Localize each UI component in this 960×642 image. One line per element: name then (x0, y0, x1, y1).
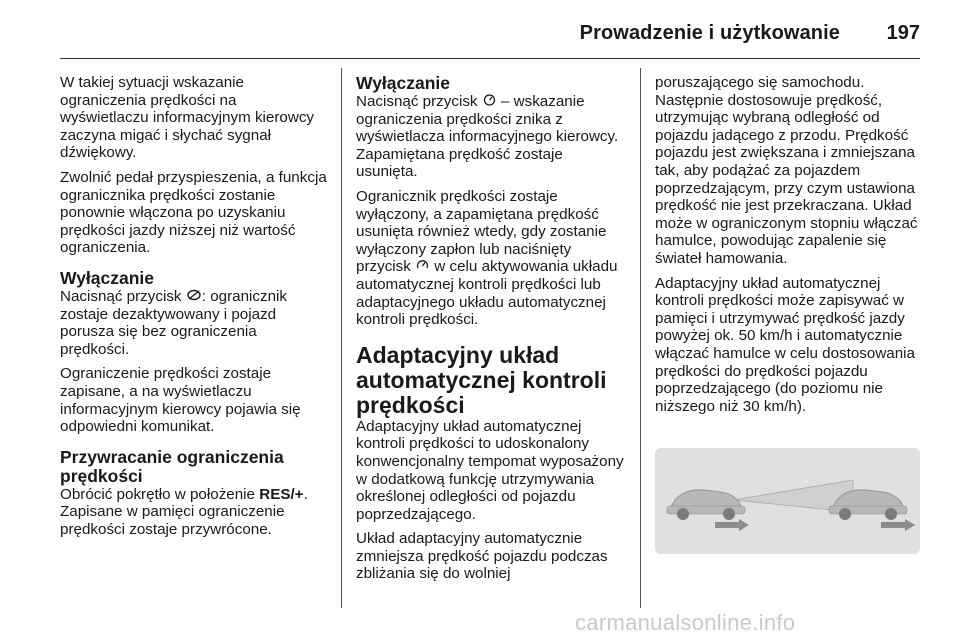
speedometer-icon (482, 93, 497, 111)
res-plus-label: RES/+ (259, 485, 304, 503)
column-middle (356, 74, 626, 590)
acc-illustration-svg (655, 448, 920, 554)
paragraph: Adaptacyjny układ automatycznej kontroli prędkości może zapisywać w pamięci i utrzymywać prędkość jazdy powyżej ok. 50 km/h i automatycznie włączać hamulce w celu dostosowania prędkości do prędkości pojazdu poprzedzającego (do poziomu nie niższego niż 30 km/h). (655, 274, 916, 415)
section-heading-restore: Przywracanie ograniczenia prędkości (60, 446, 284, 486)
paragraph (60, 288, 328, 358)
section-heading-off: Wyłączanie (60, 267, 155, 288)
direction-arrow-icon (715, 519, 749, 531)
text-span: Nacisnąć przycisk (60, 287, 186, 305)
paragraph: Ograniczenie prędkości zostaje zapisane, a na wyświetlaczu informacyjnym kierowcy pojawia się odpowiedni komunikat. (60, 365, 301, 436)
direction-arrow-icon (881, 519, 915, 531)
section-heading-acc: Adaptacyjny układ automatycznej kontroli prędkości (356, 341, 607, 418)
column-left (60, 74, 328, 545)
speed-limiter-off-icon (186, 288, 202, 306)
following-car-icon (667, 490, 745, 520)
section-heading-off: Wyłączanie (356, 73, 451, 93)
column-divider (341, 68, 342, 608)
paragraph: poruszającego się samochodu. Następnie dostosowuje prędkość, utrzymując wybraną odległość od pojazdu jadącego z przodu. Prędkość pojazdu jest zwiększana i zmniejszana tak, aby podążać za pojazdem poprzedzającym, przy czym ustawiona prędkość nie jest przekraczana. Układ może w ograniczonym stopniu włączać hamulce, powodując zapalenie się świateł hamowania. (655, 74, 918, 267)
header-divider (60, 58, 920, 59)
paragraph (356, 93, 626, 181)
paragraph: Zwolnić pedał przyspieszenia, a funkcja ogranicznika prędkości zostanie ponownie włączona po uzyskaniu prędkości jazdy niższej niż wartość ograniczenia. (60, 168, 327, 257)
acc-illustration (655, 448, 920, 554)
page-header (60, 14, 920, 60)
text-span: Obrócić pokrętło w położenie (60, 485, 260, 503)
column-divider (640, 68, 641, 608)
text-span: Nacisnąć przycisk (356, 93, 482, 110)
cruise-control-icon (415, 258, 430, 276)
text-span: Ogranicznik prędkości zostaje wyłączony, a zapamiętana prędkość usunięta również wtedy, gdy zostanie wyłączony zapłon lub naciśnięty przycisk (356, 187, 607, 276)
column-right (655, 74, 925, 422)
paragraph: W takiej sytuacji wskazanie ograniczenia prędkości na wyświetlaczu informacyjnym kierowcy zaczyna migać i słychać sygnał dźwiękowy. (60, 74, 315, 162)
page-number: 197 (886, 22, 920, 44)
paragraph: Układ adaptacyjny automatycznie zmniejsza prędkość pojazdu podczas zbliżania się do wolniej (356, 530, 608, 583)
text-span: – wskazanie ograniczenia prędkości znika z wyświetlacza informacyjnego kierowcy. Zapamiętana prędkość zostaje usunięta. (356, 93, 619, 181)
paragraph: Adaptacyjny układ automatycznej kontroli prędkości to udoskonalony konwencjonalny tempomat wyposażony w dodatkową funkcję utrzymywania określonej odległości od pojazdu poprzedzającego. (356, 417, 624, 523)
paragraph (356, 188, 626, 329)
text-span: : ogranicznik zostaje dezaktywowany i pojazd porusza się bez ograniczenia prędkości. (60, 287, 288, 358)
text-span: . Zapisane w pamięci ograniczenie prędkości zostaje przywrócone. (60, 485, 308, 538)
page-title: Prowadzenie i użytkowanie (579, 22, 840, 44)
paragraph (60, 486, 328, 539)
text-span: w celu aktywowania układu automatycznej kontroli prędkości lub adaptacyjnego układu automatycznej kontroli prędkości. (356, 258, 618, 329)
watermark: carmanualsonline.info (575, 610, 796, 635)
